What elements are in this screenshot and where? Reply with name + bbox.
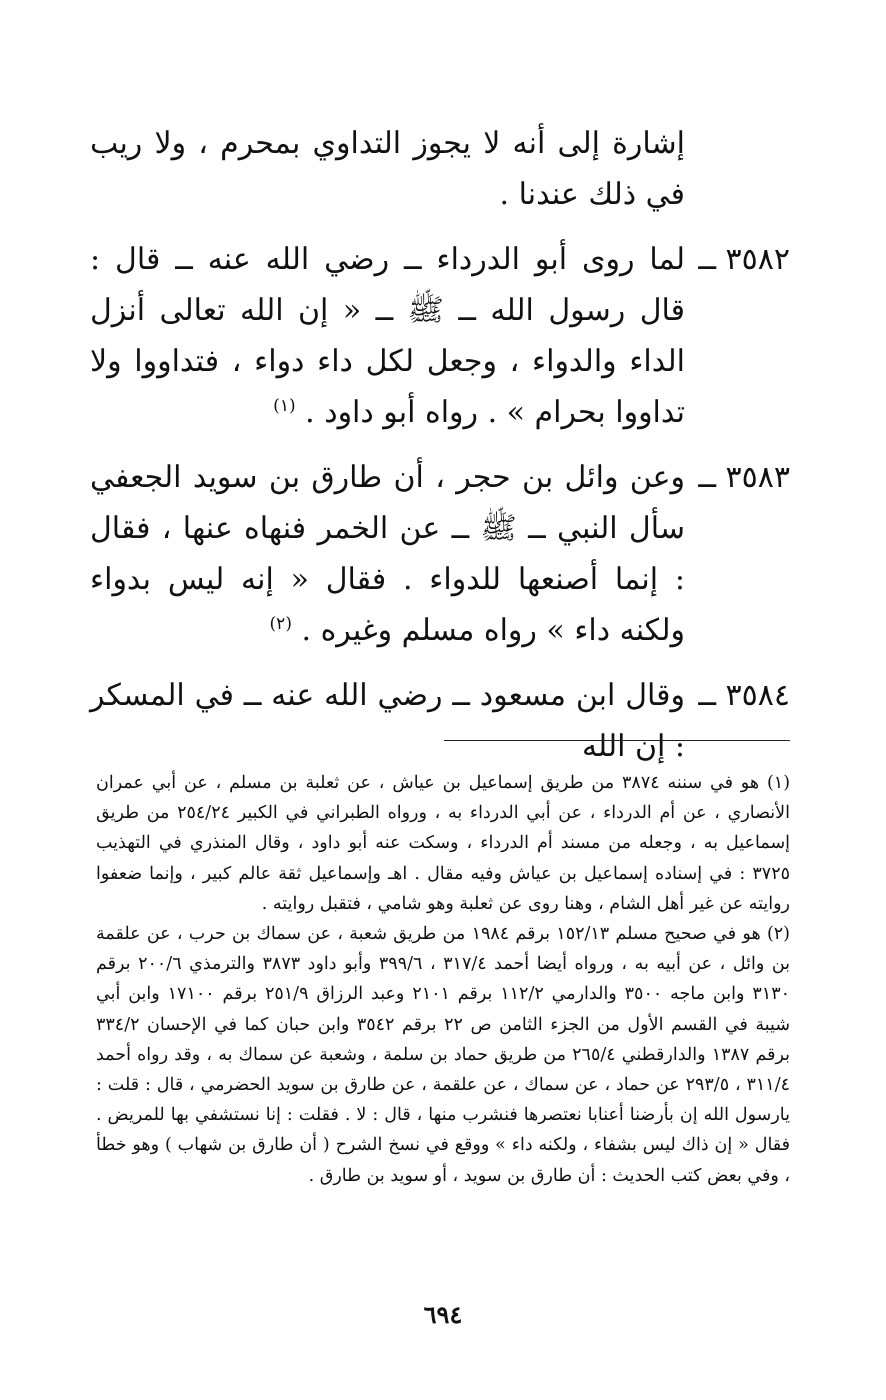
hadith-text: وقال ابن مسعود ــ رضي الله عنه ــ في المسكر : إن الله (90, 678, 685, 764)
hadith-number: ٣٥٨٣ ــ (698, 460, 790, 495)
footnote-separator (444, 740, 790, 741)
page-number: ٦٩٤ (423, 1300, 463, 1329)
hadith-text: وعن وائل بن حجر ، أن طارق بن سويد الجعفي سأل النبي ــ ﷺ ــ عن الخمر فنهاه عنها ، فقال : إنما أصنعها للدواء . فقال « إنه ليس بدواء ولكنه داء » رواه مسلم وغيره . (90, 460, 685, 648)
footnotes (96, 768, 790, 1191)
hadith-number: ٣٥٨٢ ــ (698, 242, 790, 277)
hadith-3584 (90, 670, 790, 772)
hadith-text: لما روى أبو الدرداء ــ رضي الله عنه ــ قال : قال رسول الله ــ ﷺ ــ « إن الله تعالى أنزل الداء والدواء ، وجعل لكل داء دواء ، فتداووا ولا تداووا بحرام » . رواه أبو داود . (90, 242, 685, 430)
continuation-paragraph: إشارة إلى أنه لا يجوز التداوي بمحرم ، ولا ريب في ذلك عندنا . (90, 126, 685, 212)
footnote-ref[interactable]: (٢) (269, 614, 292, 634)
footnote-ref[interactable]: (١) (273, 396, 296, 416)
hadith-number: ٣٥٨٤ ــ (698, 678, 790, 713)
footnote-2: (٢) هو في صحيح مسلم ١٥٢/١٣ برقم ١٩٨٤ من طريق شعبة ، عن سماك بن حرب ، عن علقمة بن وائل ، عن أبيه به ، ورواه أيضا أحمد ٣١٧/٤ ، ٣٩٩/٦ وأبو داود ٣٨٧٣ والترمذي ٢٠٠/٦ برقم ٣١٣٠ وابن ماجه ٣٥٠٠ والدارمي ١١٢/٢ برقم ٢١٠١ وعبد الرزاق ٢٥١/٩ برقم ١٧١٠٠ وابن أبي شيبة في القسم الأول من الجزء الثامن ص ٢٢ برقم ٣٥٤٢ وابن حبان كما في الإحسان ٣٣٤/٢ برقم ١٣٨٧ والدارقطني ٢٦٥/٤ من طريق حماد بن سلمة ، وشعبة عن سماك به ، وقد رواه أحمد ٣١١/٤ ، ٢٩٣/٥ عن حماد ، عن سماك ، عن علقمة ، عن طارق بن سويد الحضرمي ، قال : قلت : يارسول الله إن بأرضنا أعنابا نعتصرها فنشرب منها ، قال : لا . فقلت : إنا نستشفي بها للمريض . فقال « إن ذاك ليس بشفاء ، ولكنه داء » ووقع في نسخ الشرح ( أن طارق بن شهاب ) وهو خطأ ، وفي بعض كتب الحديث : أن طارق بن سويد ، أو سويد بن طارق . (96, 924, 791, 1186)
main-text (90, 118, 790, 772)
footnote-1: (١) هو في سننه ٣٨٧٤ من طريق إسماعيل بن عياش ، عن ثعلبة بن مسلم ، عن أبي عمران الأنصاري ، عن أم الدرداء ، عن أبي الدرداء به ، ورواه الطبراني في الكبير ٢٥٤/٢٤ من طريق إسماعيل به ، وجعله من مسند أم الدرداء ، وسكت عنه أبو داود ، وقال المنذري في التهذيب ٣٧٢٥ : في إسناده إسماعيل بن عياش وفيه مقال . اهـ وإسماعيل ثقة عالم كبير ، وإنما ضعفوا روايته عن غير أهل الشام ، وهنا روى عن ثعلبة وهو شامي ، فتقبل روايته . (96, 773, 791, 914)
hadith-3582 (90, 234, 790, 438)
hadith-3583 (90, 452, 790, 656)
